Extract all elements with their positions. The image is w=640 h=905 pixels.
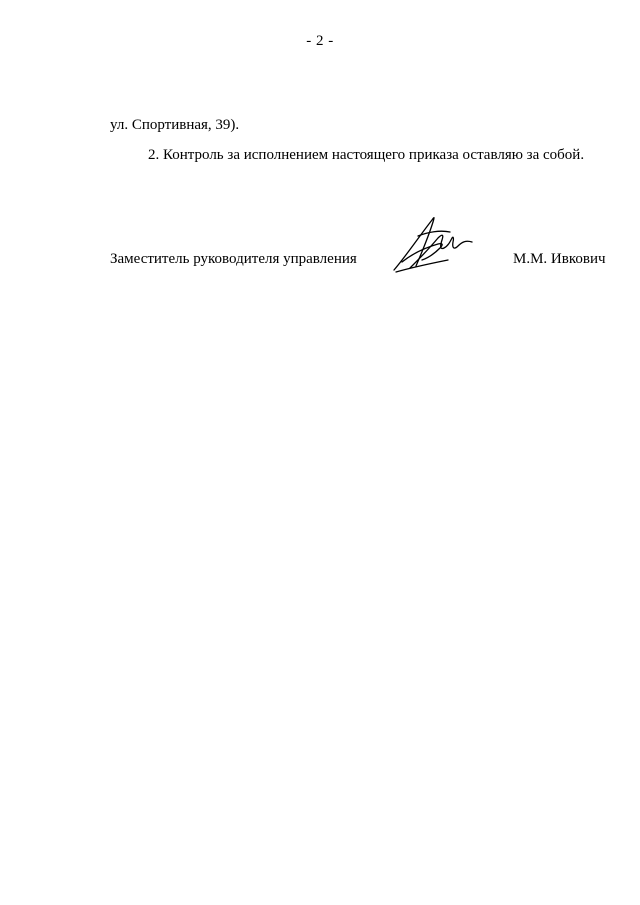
body-line-control-clause: 2. Контроль за исполнением настоящего приказа оставляю за собой.	[148, 147, 585, 163]
signatory-position: Заместитель руководителя управления	[110, 251, 357, 267]
page-number: - 2 -	[306, 33, 334, 49]
signatory-name: М.М. Ивкович	[513, 251, 606, 267]
body-line-address: ул. Спортивная, 39).	[110, 117, 240, 133]
handwritten-signature	[388, 208, 478, 278]
